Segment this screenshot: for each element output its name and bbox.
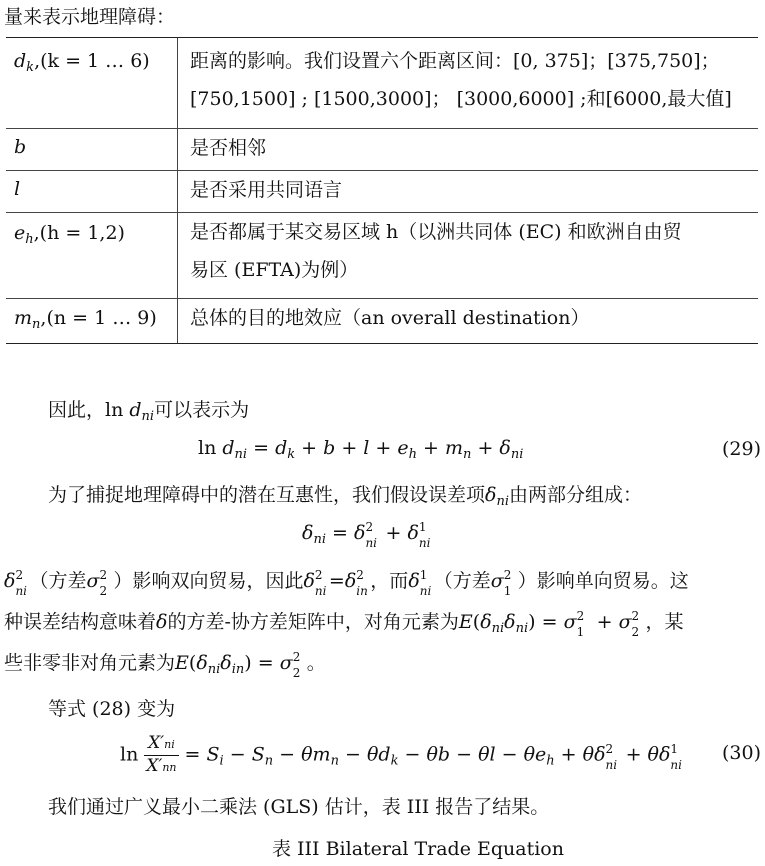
- table-row: [6, 298, 758, 343]
- equation-29: $\ln d_{ni} = d_k + b + l + e_h + m_n + \delta_{ni}$: [198, 437, 524, 462]
- desc-cell: 是否相邻: [190, 137, 267, 159]
- desc-cell: 距离的影响。我们设置六个距离区间：[0, 375]；[375,750]； [750,1500] ; [1500,3000]； [3000,6000] ;和[6000,最大值]: [190, 50, 732, 110]
- table-caption: 表 III Bilateral Trade Equation: [272, 838, 564, 860]
- equation-number-29: (29): [722, 438, 762, 460]
- desc-cell: 是否采用共同语言: [190, 179, 343, 201]
- paragraph-eq28: 等式 (28) 变为: [48, 698, 176, 720]
- variables-table: [6, 37, 758, 344]
- intro-text: 量来表示地理障碍：: [4, 6, 176, 28]
- paragraph-variance-line3: 些非零非对角元素为$E(\delta_{ni}\delta_{in}) = \sigma$ 2 2 。: [4, 650, 326, 680]
- paragraph-variance-line2: 种误差结构意味着δ的方差-协方差矩阵中，对角元素为$E(\delta_{ni}\delta_{ni}) = \sigma$ 2 1 + σ 2 2 ，某: [4, 609, 684, 639]
- paragraph-gls: 我们通过广义最小二乘法 (GLS) 估计，表 III 报告了结果。: [48, 796, 550, 818]
- paragraph-error-term: 为了捕捉地理障碍中的潜在互惠性，我们假设误差项$\delta_{ni}$由两部分组成：: [48, 484, 643, 509]
- equation-number-30: (30): [722, 742, 762, 764]
- table-row: [6, 212, 758, 298]
- symbol-cell: b: [6, 129, 178, 170]
- symbol-cell: l: [6, 171, 178, 212]
- equation-delta: $\delta_{ni} = \delta$ 2 ni + δ 1 ni: [302, 520, 431, 550]
- table-row: [6, 128, 758, 170]
- desc-cell: 是否都属于某交易区域 h（以洲共同体 (EC) 和欧洲自由贸 易区 (EFTA)为例）: [190, 221, 682, 281]
- symbol-cell: $e_h,(h = 1,2)$: [6, 213, 178, 298]
- paragraph-variance-line1: δ 2 ni （方差σ 2 2 ）影响双向贸易，因此δ 2 ni =δ 2 in ，而δ 1 ni （方差σ 2 1 ）影响单向贸易。这: [4, 568, 689, 598]
- symbol-cell: $m_n,(n = 1$ … 9): [6, 299, 178, 343]
- paragraph-ln-intro: 因此，$\ln d_{ni}$可以表示为: [48, 399, 250, 424]
- table-row: [6, 38, 758, 128]
- symbol-cell: $d_k,(k = 1$ … 6): [6, 38, 178, 128]
- table-row: [6, 170, 758, 212]
- equation-30: ln $\frac{X'ni}{X'nn}$ = $S_i - S_n - \theta m_n - \theta d_k - \theta b - \theta l - \theta e_h + \theta\delta$ 2 ni + θδ 1 ni: [120, 733, 682, 776]
- desc-cell: 总体的目的地效应（an overall destination）: [190, 307, 590, 329]
